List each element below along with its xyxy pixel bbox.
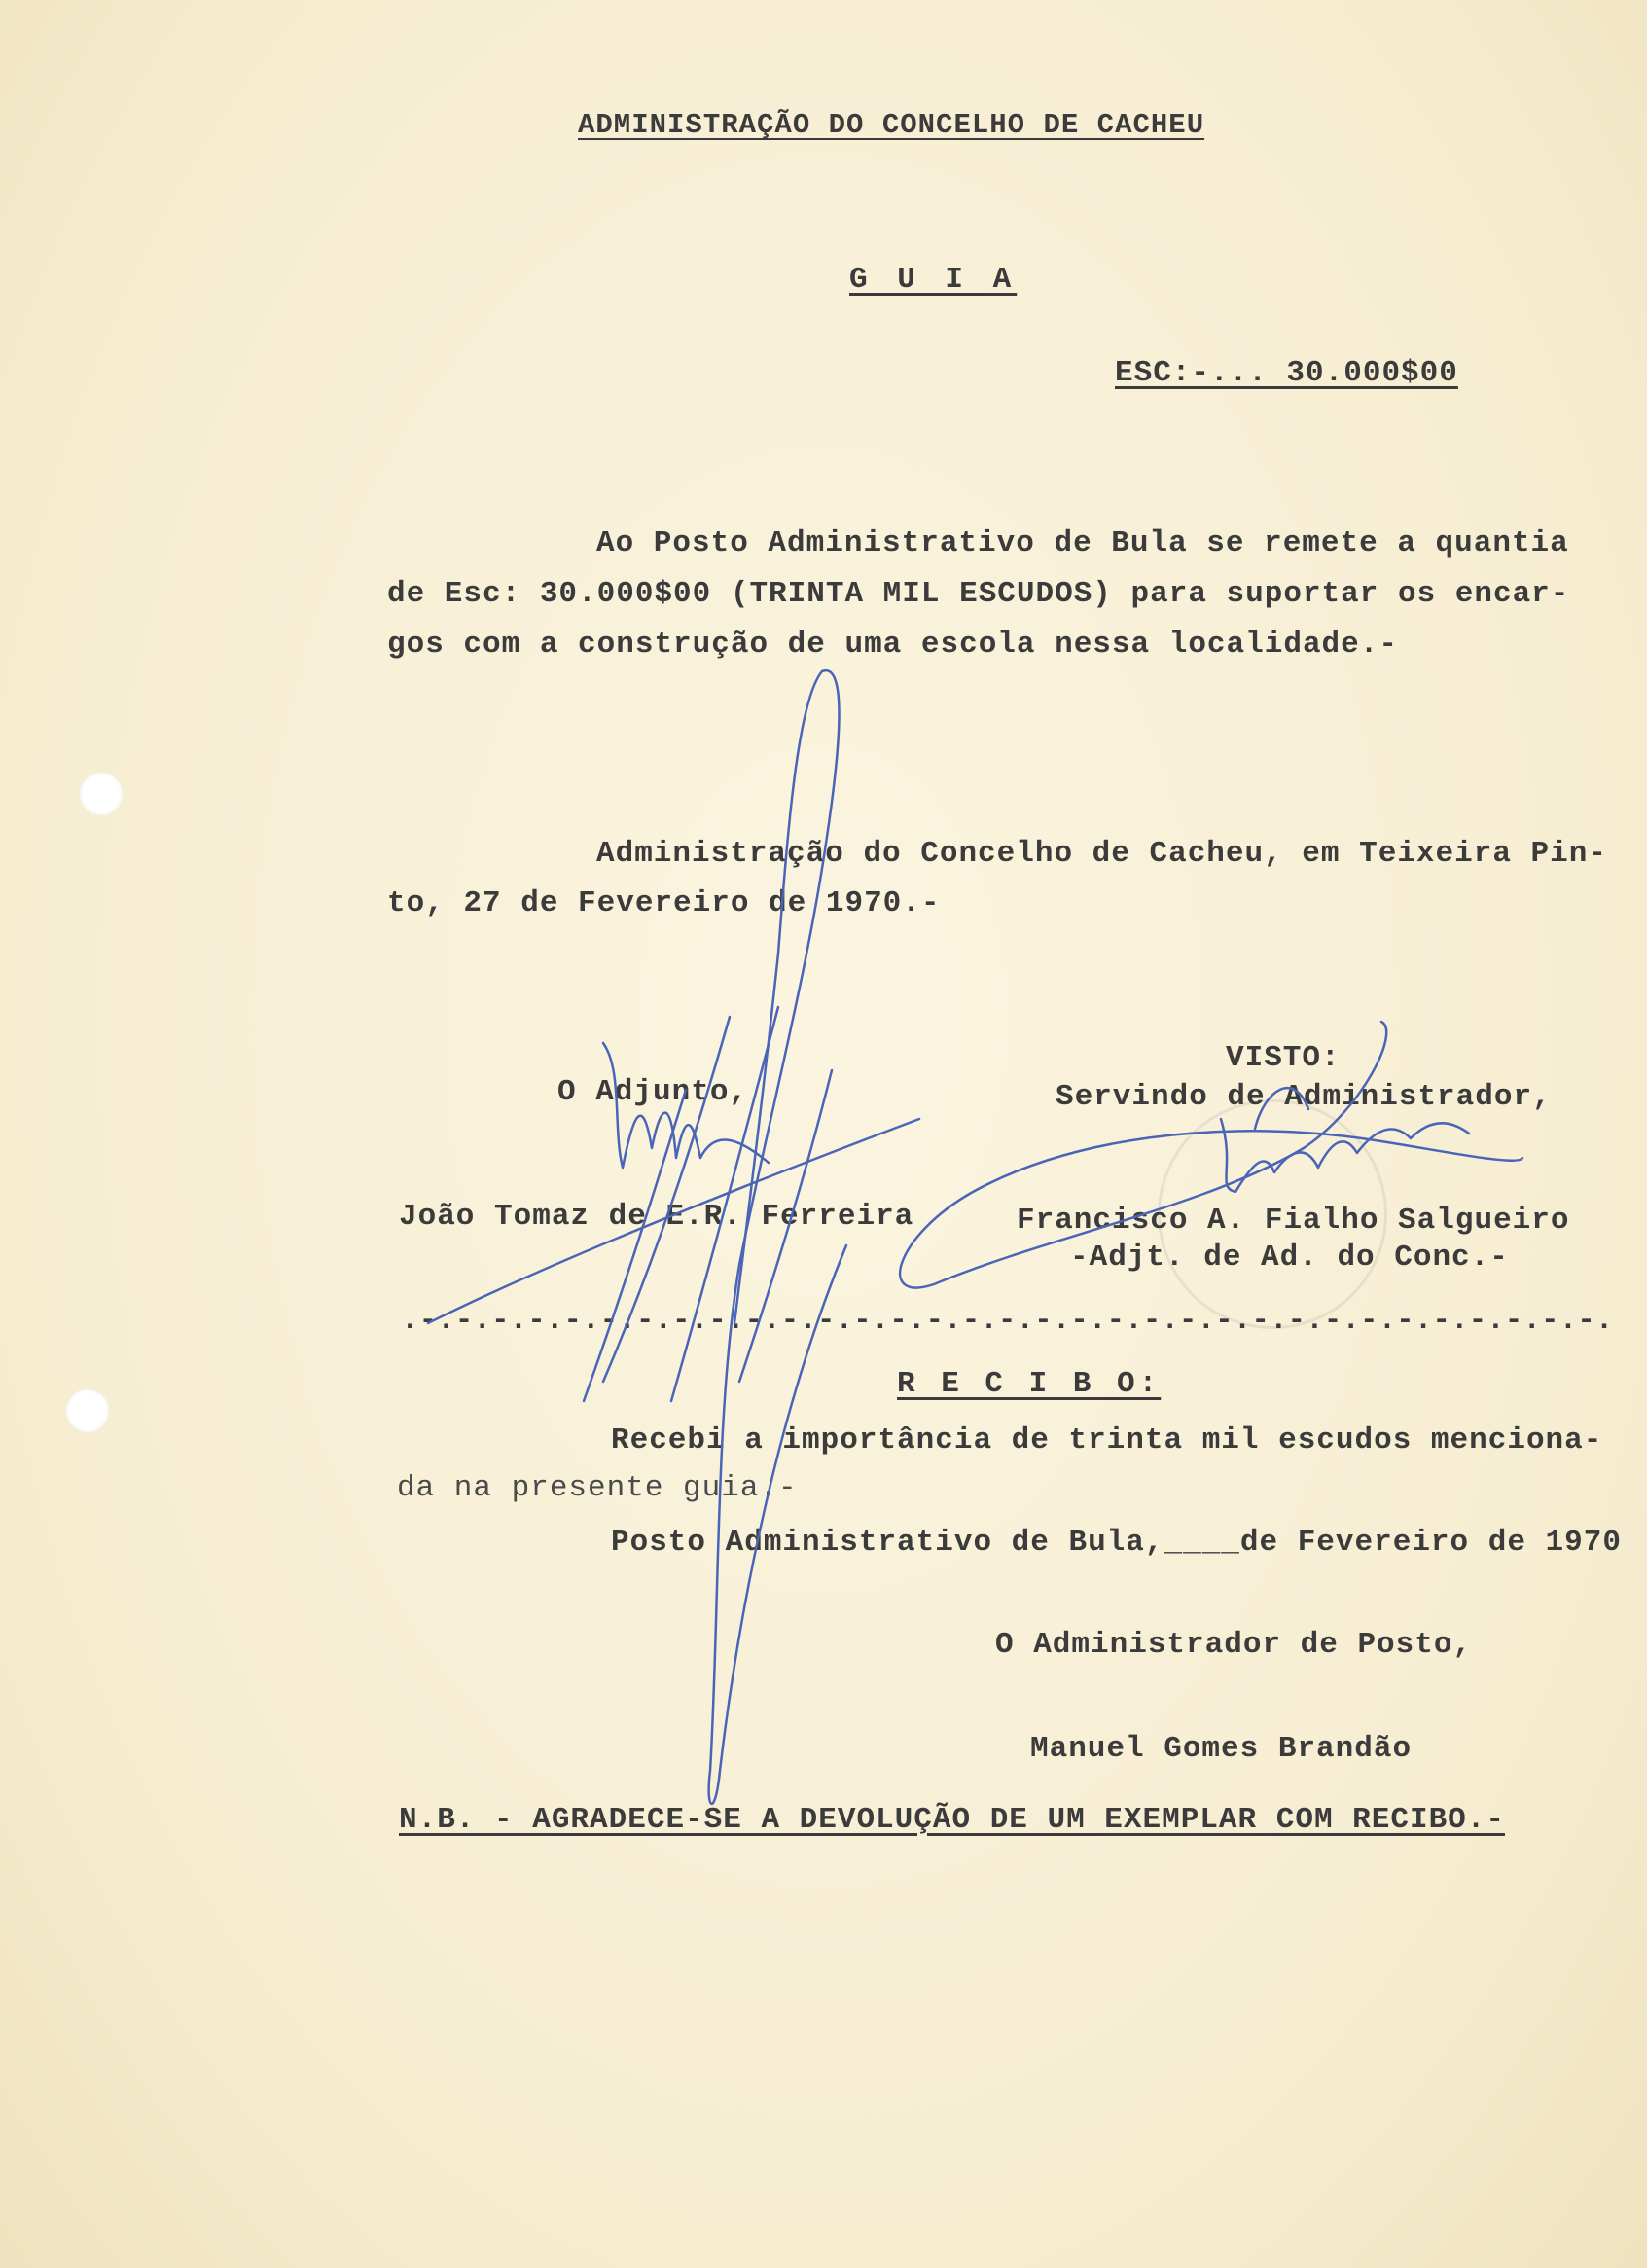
- nb-note: N.B. - AGRADECE-SE A DEVOLUÇÃO DE UM EXEMPLAR COM RECIBO.-: [399, 1803, 1505, 1837]
- paragraph-1-line-1: Ao Posto Administrativo de Bula se remete a quantia: [596, 526, 1569, 560]
- paragraph-1-line-2: de Esc: 30.000$00 (TRINTA MIL ESCUDOS) para suportar os encar-: [387, 577, 1570, 611]
- right-signer-name: Francisco A. Fialho Salgueiro: [1017, 1204, 1570, 1238]
- paragraph-1-line-3: gos com a construção de uma escola nessa localidade.-: [387, 628, 1398, 662]
- left-signer-name: João Tomaz de E.R. Ferreira: [399, 1200, 914, 1234]
- document-type: G U I A: [849, 263, 1018, 297]
- left-signature-slash-4: [584, 1090, 686, 1401]
- paragraph-2-line-1: Administração do Concelho de Cacheu, em Teixeira Pin-: [596, 837, 1607, 871]
- right-signer-role: -Adjt. de Ad. do Conc.-: [1070, 1241, 1509, 1275]
- receipt-line-2: da na presente guia.-: [397, 1471, 798, 1505]
- receipt-line-3: Posto Administrativo de Bula,____de Fevereiro de 1970: [611, 1526, 1622, 1560]
- receipt-signer-title: O Administrador de Posto,: [995, 1628, 1473, 1662]
- receipt-line-1: Recebi a importância de trinta mil escudos menciona-: [611, 1423, 1603, 1458]
- receipt-signer-name: Manuel Gomes Brandão: [1030, 1732, 1413, 1766]
- punch-hole-bottom: [66, 1389, 109, 1432]
- punch-hole-top: [80, 773, 123, 815]
- dotted-divider: .-.-.-.-.-.-.-.-.-.-.-.-.-.-.-.-.-.-.-.-.-.-.-.-.-.-.-.-.-.-.-.-.-.: [401, 1304, 1614, 1338]
- left-signer-title: O Adjunto,: [557, 1075, 749, 1109]
- right-signer-title: Servindo de Administrador,: [1056, 1080, 1552, 1114]
- document-header-title: ADMINISTRAÇÃO DO CONCELHO DE CACHEU: [578, 109, 1205, 141]
- paragraph-2-line-2: to, 27 de Fevereiro de 1970.-: [387, 886, 941, 920]
- receipt-heading: R E C I B O:: [897, 1367, 1162, 1401]
- visto-label: VISTO:: [1226, 1041, 1341, 1075]
- amount-line: ESC:-... 30.000$00: [1115, 356, 1458, 390]
